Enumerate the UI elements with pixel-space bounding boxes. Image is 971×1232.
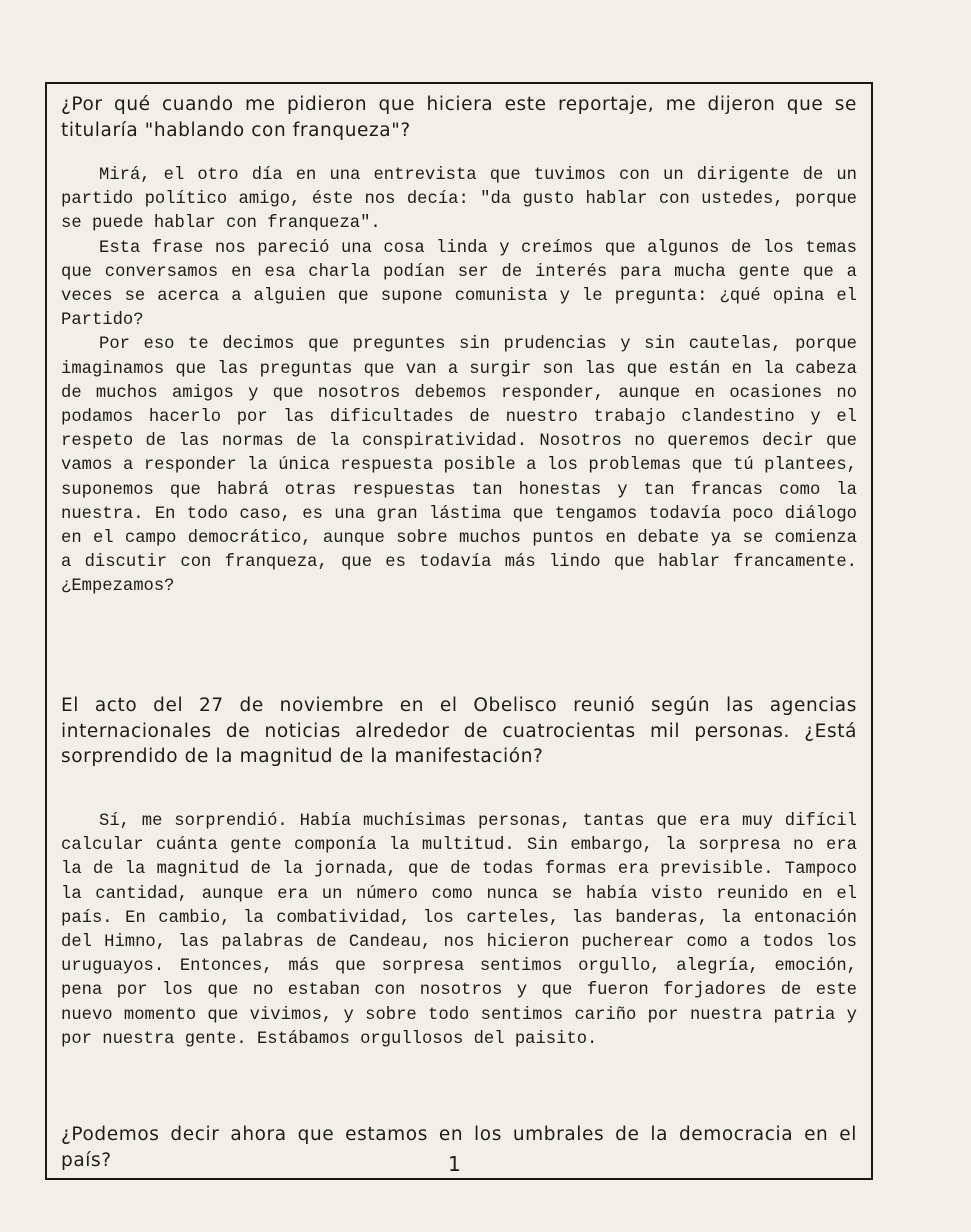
answer-1 xyxy=(61,164,857,600)
answer-1-paragraph-3: Por eso te decimos que preguntes sin prudencias y sin cautelas, porque imaginamos que las preguntas que van a surgir son las que están en la cabeza de muchos amigos y que nosotros debemos responder, aunque en ocasiones no podamos hacerlo por las dificultades de nuestro trabajo clandestino y el respeto de las normas de la conspiratividad. Nosotros no queremos decir que vamos a responder la única respuesta posible a los problemas que tú plantees, suponemos que habrá otras respuestas tan honestas y tan francas como la nuestra. En todo caso, es una gran lástima que tengamos todavía poco diálogo en el campo democrático, aunque sobre muchos puntos en debate ya se comienza a discutir con franqueza, que es todavía más lindo que hablar francamente. ¿Empezamos? xyxy=(61,335,857,597)
question-2: El acto del 27 de noviembre en el Obelisco reunió según las agencias internacionales de noticias alrededor de cuatrocientas mil personas. ¿Está sorprendido de la magnitud de la manifestación? xyxy=(61,695,857,767)
answer-1-paragraph-1: Mirá, el otro día en una entrevista que tuvimos con un dirigente de un partido político amigo, éste nos decía: "da gusto hablar con ustedes, porque se puede hablar con franqueza". xyxy=(61,166,857,234)
answer-2-paragraph-1: Sí, me sorprendió. Había muchísimas personas, tantas que era muy difícil calcular cuánta gente componía la multitud. Sin embargo, la sorpresa no era la de la magnitud de la jornada, que de todas formas era previsible. Tampoco la cantidad, aunque era un número como nunca se había visto reunido en el país. En cambio, la combatividad, los carteles, las banderas, la entonación del Himno, las palabras de Candeau, nos hicieron pucherear como a todos los uruguayos. Entonces, más que sorpresa sentimos orgullo, alegría, emoción, pena por los que no estaban con nosotros y que fueron forjadores de este nuevo momento que vivimos, y sobre todo sentimos cariño por nuestra patria y por nuestra gente. Estábamos orgullosos del paisito. xyxy=(61,812,857,1049)
answer-2 xyxy=(61,810,857,1052)
answer-1-paragraph-2: Esta frase nos pareció una cosa linda y creímos que algunos de los temas que conversamos en esa charla podían ser de interés para mucha gente que a veces se acerca a alguien que supone comunista y le pregunta: ¿qué opina el Partido? xyxy=(61,238,857,331)
page-number: 1 xyxy=(448,1152,461,1176)
question-1: ¿Por qué cuando me pidieron que hiciera este reportaje, me dijeron que se titularía "hablando con franqueza"? xyxy=(61,94,857,141)
question-3: ¿Podemos decir ahora que estamos en los umbrales de la democracia en el país? xyxy=(61,1124,857,1171)
